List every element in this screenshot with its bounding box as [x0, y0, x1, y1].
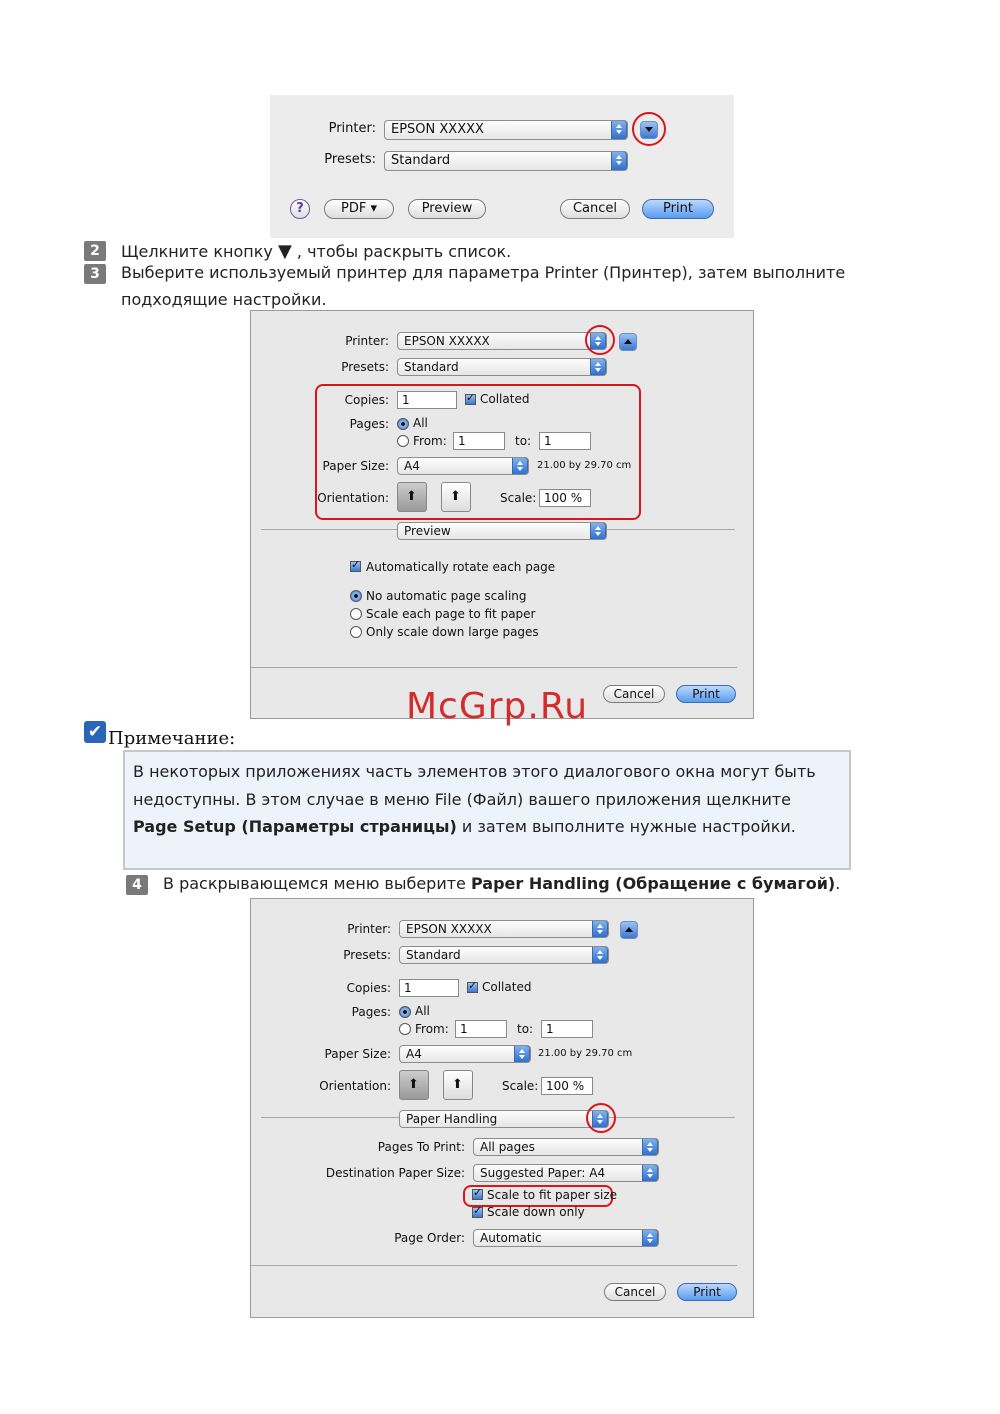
printer-label: Printer:	[347, 922, 391, 936]
step-number-4: 4	[126, 875, 148, 895]
highlight-circle	[585, 325, 615, 355]
pdf-button[interactable]: PDF ▾	[324, 199, 394, 219]
help-button[interactable]	[290, 199, 310, 219]
presets-select[interactable]	[397, 358, 607, 376]
print-dialog-paper-handling	[250, 898, 754, 1318]
presets-select-value: Standard	[391, 153, 451, 168]
presets-select[interactable]	[399, 946, 609, 964]
auto-rotate-checkbox[interactable]	[350, 561, 361, 572]
step-3-text: Выберите используемый принтер для параметра Printer (Принтер), затем выполните подходящие настройки.	[121, 263, 846, 309]
note-text-bold: Page Setup (Параметры страницы)	[133, 817, 457, 836]
copies-field[interactable]: 1	[397, 391, 457, 409]
to-field[interactable]: 1	[539, 432, 591, 450]
presets-label: Presets:	[324, 152, 376, 167]
landscape-icon: ⬆︎	[450, 489, 461, 504]
highlight-circle	[632, 112, 666, 146]
landscape-icon: ⬆︎	[452, 1077, 463, 1092]
pages-label: Pages:	[351, 1005, 391, 1019]
collated-label: Collated	[482, 980, 532, 994]
paper-size-label: Paper Size:	[322, 459, 389, 473]
pages-from-label: From:	[413, 434, 447, 448]
presets-select-value: Standard	[406, 948, 461, 962]
printer-select-value: EPSON XXXXX	[404, 334, 490, 348]
scale-label: Scale:	[502, 1079, 539, 1093]
popup-arrows-icon	[611, 151, 627, 171]
pages-from-label: From:	[415, 1022, 449, 1036]
note-text-part-1: В некоторых приложениях часть элементов этого диалогового окна могут быть недоступны. В этом случае в меню File (Файл) вашего приложения щелкните	[133, 762, 816, 809]
note-text	[133, 758, 833, 841]
down-arrow-icon: ▼	[277, 241, 292, 262]
panel-select-value: Paper Handling	[406, 1112, 498, 1126]
pages-to-print-label: Pages To Print:	[377, 1140, 465, 1154]
presets-select[interactable]	[384, 151, 628, 171]
step-4-text-before: В раскрывающемся меню выберите	[163, 874, 471, 893]
to-label: to:	[515, 434, 532, 448]
auto-rotate-label: Automatically rotate each page	[366, 560, 556, 574]
step-2-text-before: Щелкните кнопку	[121, 242, 273, 261]
popup-arrows-icon	[590, 358, 606, 376]
portrait-icon: ⬆︎	[406, 489, 417, 504]
print-dialog-expanded	[250, 310, 754, 719]
collated-checkbox[interactable]	[467, 982, 478, 993]
presets-select-value: Standard	[404, 360, 459, 374]
scale-fit-radio[interactable]	[350, 608, 362, 620]
paper-size-value: A4	[404, 459, 420, 473]
popup-arrows-icon	[642, 1164, 658, 1182]
highlight-circle	[586, 1103, 616, 1133]
copies-label: Copies:	[344, 393, 389, 407]
collated-checkbox[interactable]	[465, 394, 476, 405]
scale-to-fit-label: Scale to fit paper size	[487, 1188, 618, 1202]
from-field[interactable]: 1	[455, 1020, 507, 1038]
no-scaling-label: No automatic page scaling	[366, 589, 527, 603]
scale-label: Scale:	[500, 491, 537, 505]
popup-arrows-icon	[611, 120, 627, 140]
printer-select[interactable]	[384, 120, 628, 140]
paper-size-select[interactable]	[397, 457, 529, 475]
to-field[interactable]: 1	[541, 1020, 593, 1038]
note-text-part-2: и затем выполните нужные настройки.	[456, 817, 796, 836]
scale-to-fit-checkbox[interactable]	[472, 1189, 483, 1200]
landscape-orientation-button[interactable]	[441, 482, 471, 512]
step-4-text-after: .	[835, 874, 841, 893]
scale-down-only-label: Scale down only	[487, 1205, 585, 1219]
orientation-label: Orientation:	[317, 491, 389, 505]
scale-down-only-checkbox[interactable]	[472, 1207, 483, 1218]
cancel-button[interactable]: Cancel	[604, 1283, 666, 1301]
landscape-orientation-button[interactable]	[443, 1070, 473, 1100]
help-icon: ?	[296, 201, 304, 216]
note-box	[123, 750, 851, 870]
to-label: to:	[517, 1022, 534, 1036]
collapse-triangle-button[interactable]	[620, 921, 638, 939]
printer-select-value: EPSON XXXXX	[391, 122, 484, 137]
pages-label: Pages:	[349, 417, 389, 431]
destination-paper-size-value: Suggested Paper: A4	[480, 1166, 606, 1180]
page-order-label: Page Order:	[394, 1231, 465, 1245]
popup-arrows-icon	[512, 457, 528, 475]
from-field[interactable]: 1	[453, 432, 505, 450]
step-number-2: 2	[84, 241, 106, 261]
note-check-icon: ✔	[84, 721, 106, 743]
page-order-select[interactable]	[473, 1229, 659, 1247]
collapse-triangle-button[interactable]	[619, 333, 637, 351]
portrait-icon: ⬆︎	[408, 1077, 419, 1092]
printer-select[interactable]	[399, 920, 609, 938]
popup-arrows-icon	[514, 1045, 530, 1063]
panel-select-value: Preview	[404, 524, 451, 538]
printer-select[interactable]	[397, 332, 607, 350]
popup-arrows-icon	[592, 920, 608, 938]
paper-dimensions: 21.00 by 29.70 cm	[538, 1048, 633, 1059]
preview-button[interactable]: Preview	[408, 199, 486, 219]
scale-field[interactable]: 100 %	[541, 1077, 593, 1095]
printer-label: Printer:	[328, 121, 376, 136]
no-scaling-radio[interactable]	[350, 590, 362, 602]
step-4-text-bold: Paper Handling (Обращение с бумагой)	[470, 874, 836, 893]
popup-arrows-icon	[642, 1138, 658, 1156]
divider	[251, 1265, 737, 1266]
page-order-value: Automatic	[480, 1231, 542, 1245]
pages-to-print-value: All pages	[480, 1140, 535, 1154]
note-title: Примечание:	[108, 728, 236, 749]
print-dialog-collapsed	[270, 95, 734, 238]
step-4-text	[163, 870, 840, 897]
pages-from-radio[interactable]	[399, 1023, 411, 1035]
destination-paper-size-label: Destination Paper Size:	[325, 1166, 465, 1180]
printer-label: Printer:	[345, 334, 389, 348]
pages-all-radio[interactable]	[399, 1006, 411, 1018]
pages-from-radio[interactable]	[397, 435, 409, 447]
portrait-orientation-button[interactable]	[399, 1070, 429, 1100]
cancel-button[interactable]: Cancel	[560, 199, 630, 219]
pages-all-radio[interactable]	[397, 418, 409, 430]
step-2-text-after: , чтобы раскрыть список.	[296, 242, 512, 261]
presets-label: Presets:	[341, 360, 389, 374]
paper-size-select[interactable]	[399, 1045, 531, 1063]
popup-arrows-icon	[642, 1229, 658, 1247]
destination-paper-size-select[interactable]	[473, 1164, 659, 1182]
portrait-orientation-button[interactable]	[397, 482, 427, 512]
orientation-label: Orientation:	[319, 1079, 391, 1093]
copies-field[interactable]: 1	[399, 979, 459, 997]
divider	[251, 667, 737, 668]
step-number-3: 3	[84, 264, 106, 284]
pages-all-label: All	[413, 416, 428, 430]
paper-size-label: Paper Size:	[324, 1047, 391, 1061]
popup-arrows-icon	[592, 946, 608, 964]
print-button[interactable]: Print	[642, 199, 714, 219]
pages-all-label: All	[415, 1004, 430, 1018]
scale-field[interactable]: 100 %	[539, 489, 591, 507]
collated-label: Collated	[480, 392, 530, 406]
printer-select-value: EPSON XXXXX	[406, 922, 492, 936]
watermark: McGrp.Ru	[406, 686, 589, 727]
print-button[interactable]: Print	[676, 685, 736, 703]
print-button[interactable]: Print	[677, 1283, 737, 1301]
popup-arrows-icon	[590, 522, 606, 540]
paper-dimensions: 21.00 by 29.70 cm	[537, 460, 632, 471]
panel-select[interactable]	[399, 1110, 609, 1128]
scale-down-label: Only scale down large pages	[366, 625, 539, 639]
scale-fit-label: Scale each page to fit paper	[366, 607, 536, 621]
cancel-button[interactable]: Cancel	[603, 685, 665, 703]
paper-size-value: A4	[406, 1047, 422, 1061]
panel-select[interactable]	[397, 522, 607, 540]
presets-label: Presets:	[343, 948, 391, 962]
copies-label: Copies:	[346, 981, 391, 995]
scale-down-radio[interactable]	[350, 626, 362, 638]
pages-to-print-select[interactable]	[473, 1138, 659, 1156]
